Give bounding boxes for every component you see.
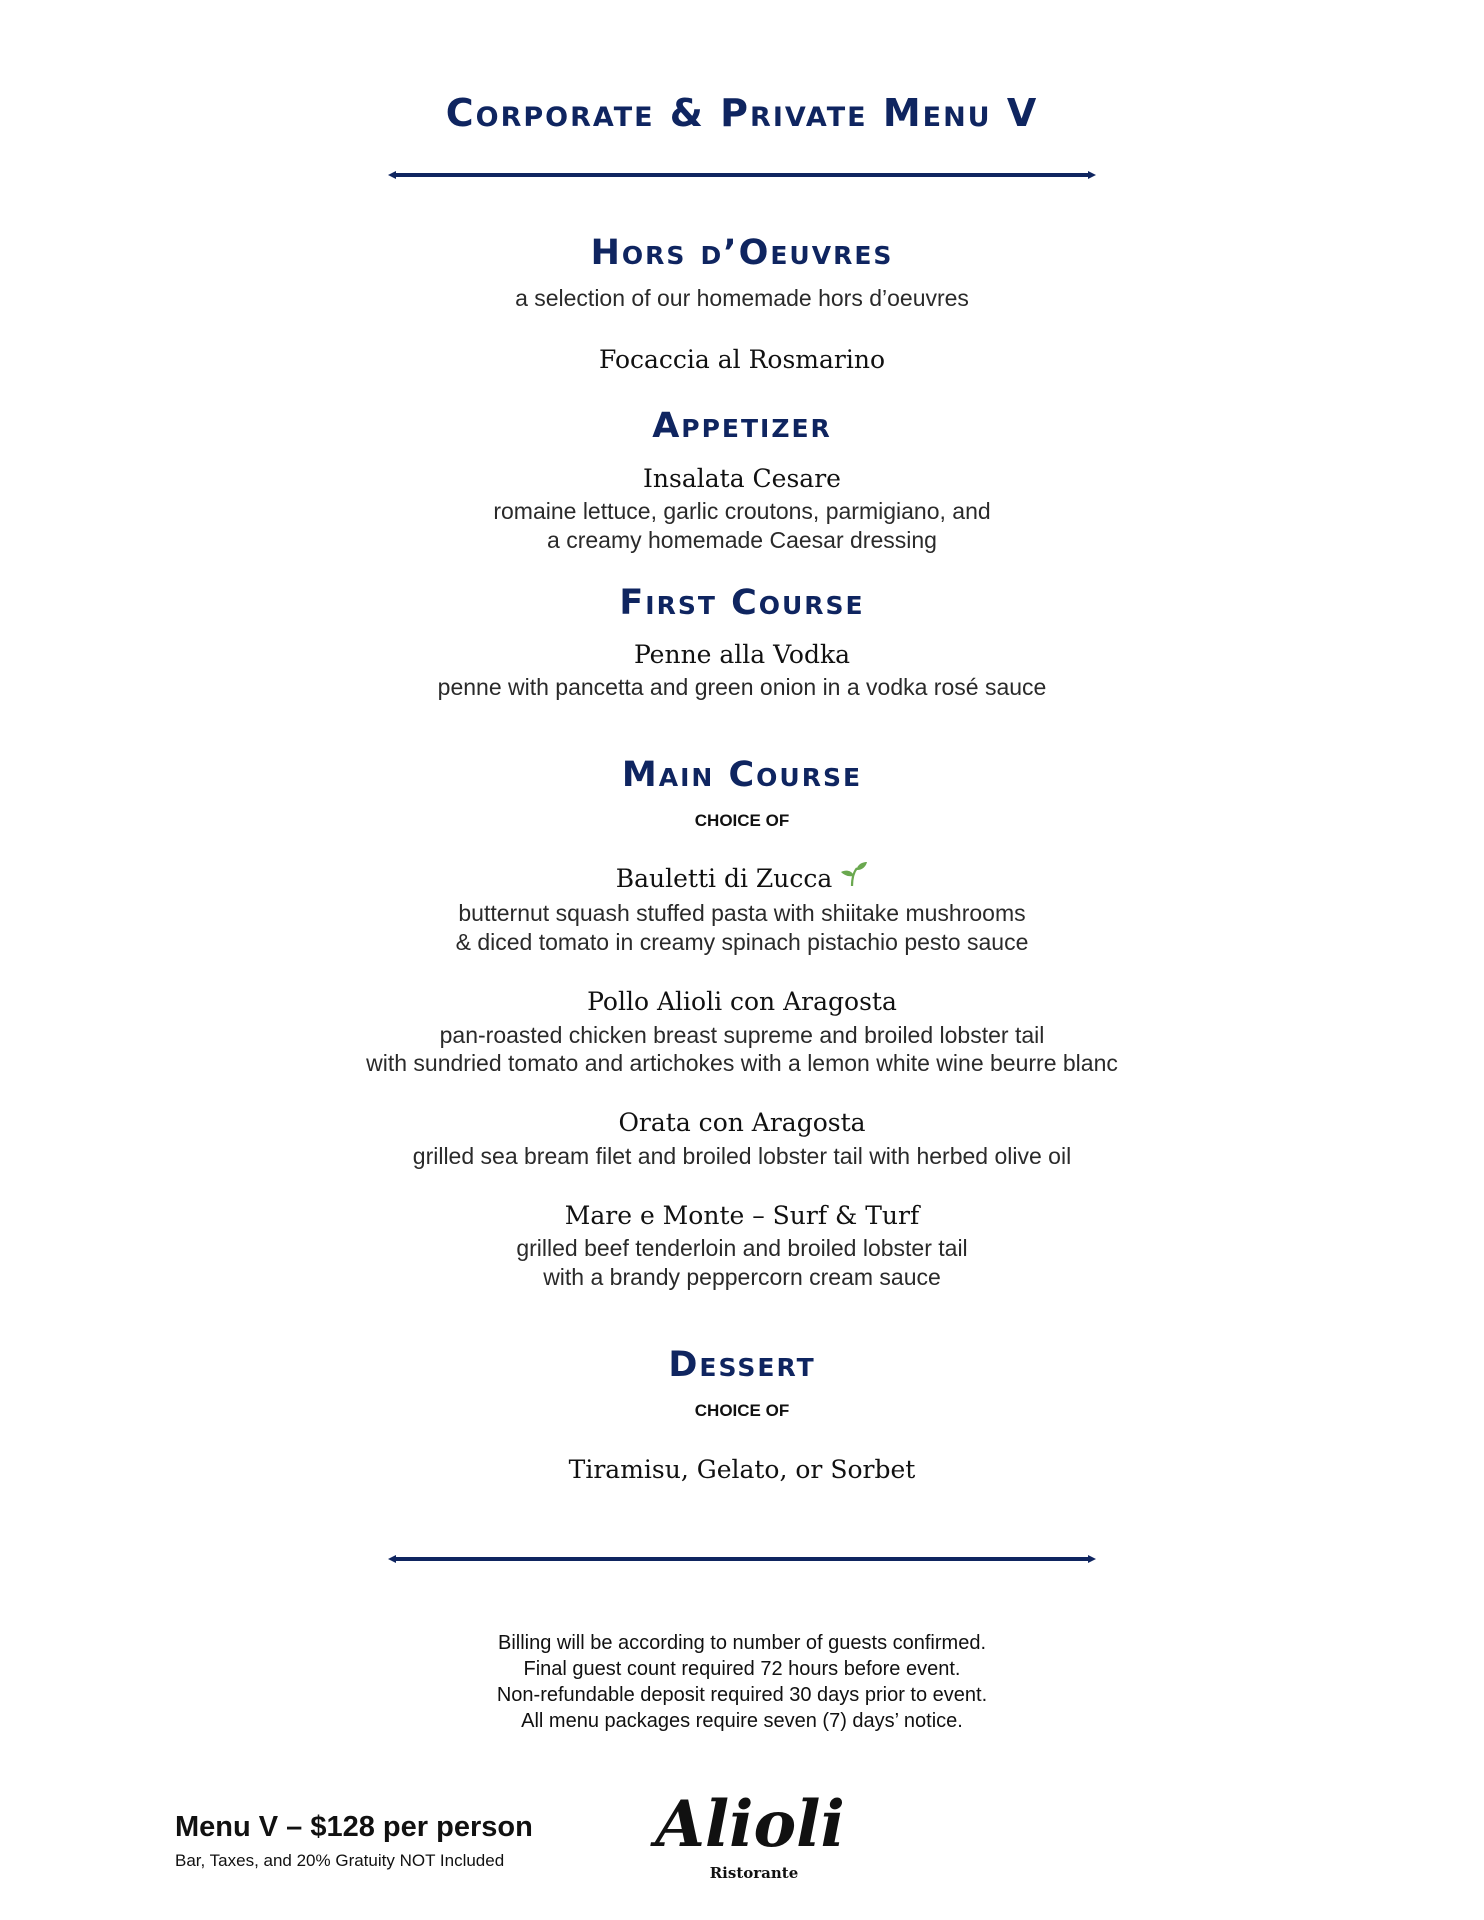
hors-doeuvres-description: a selection of our homemade hors d’oeuvres (515, 285, 969, 311)
note-line: Billing will be according to number of guests confirmed. (497, 1632, 987, 1654)
vegetarian-leaf-icon (840, 861, 868, 893)
section-title-appetizer: Appetizer (652, 406, 832, 446)
item-dessert-options: Tiramisu, Gelato, or Sorbet (568, 1455, 916, 1484)
bauletti-description-line-2: & diced tomato in creamy spinach pistachio pesto sauce (455, 929, 1029, 955)
note-line: Non-refundable deposit required 30 days prior to event. (496, 1684, 988, 1706)
item-focaccia: Focaccia al Rosmarino (598, 345, 886, 374)
price-note: Bar, Taxes, and 20% Gratuity NOT Included (175, 1851, 505, 1870)
pollo-description-line-1: pan-roasted chicken breast supreme and broiled lobster tail (439, 1022, 1045, 1048)
item-bauletti-name: Bauletti di Zucca (615, 864, 833, 893)
item-pollo-alioli: Pollo Alioli con Aragosta (587, 987, 897, 1016)
mare-monte-description-line-1: grilled beef tenderloin and broiled lobster tail (516, 1235, 968, 1261)
note-line: Final guest count required 72 hours before event. (523, 1658, 961, 1680)
section-title-main-course: Main Course (621, 755, 863, 795)
dessert-choice-of: CHOICE OF (694, 1401, 790, 1420)
item-mare-e-monte: Mare e Monte – Surf & Turf (564, 1201, 920, 1230)
logo-subtext: Ristorante (709, 1864, 799, 1882)
orata-description: grilled sea bream filet and broiled lobster tail with herbed olive oil (412, 1143, 1072, 1169)
item-insalata-cesare: Insalata Cesare (643, 464, 841, 493)
bottom-divider (388, 1553, 1096, 1565)
menu-price: Menu V – $128 per person (175, 1811, 533, 1843)
appetizer-description-line-1: romaine lettuce, garlic croutons, parmigiano, and (493, 498, 991, 524)
mare-monte-description-line-2: with a brandy peppercorn cream sauce (543, 1264, 941, 1290)
main-course-choice-of: CHOICE OF (694, 811, 790, 830)
bauletti-description-line-1: butternut squash stuffed pasta with shiitake mushrooms (458, 900, 1026, 926)
note-line: All menu packages require seven (7) days’ notice. (521, 1710, 963, 1732)
pollo-description-line-2: with sundried tomato and artichokes with a lemon white wine beurre blanc (366, 1050, 1118, 1076)
first-course-description: penne with pancetta and green onion in a vodka rosé sauce (437, 674, 1047, 700)
billing-notes (0, 1630, 1484, 1734)
item-penne-alla-vodka: Penne alla Vodka (633, 640, 851, 669)
item-orata-con-aragosta: Orata con Aragosta (618, 1108, 866, 1137)
section-title-dessert: Dessert (668, 1345, 816, 1385)
logo-text: Alioli (655, 1787, 845, 1862)
section-title-hors-doeuvres: Hors d’Oeuvres (590, 233, 894, 273)
item-bauletti-di-zucca (0, 864, 1484, 893)
section-title-first-course: First Course (619, 583, 865, 623)
appetizer-description-line-2: a creamy homemade Caesar dressing (547, 527, 937, 553)
top-divider (388, 169, 1096, 181)
menu-title: Corporate & Private Menu V (445, 91, 1039, 135)
alioli-logo (640, 1780, 860, 1890)
